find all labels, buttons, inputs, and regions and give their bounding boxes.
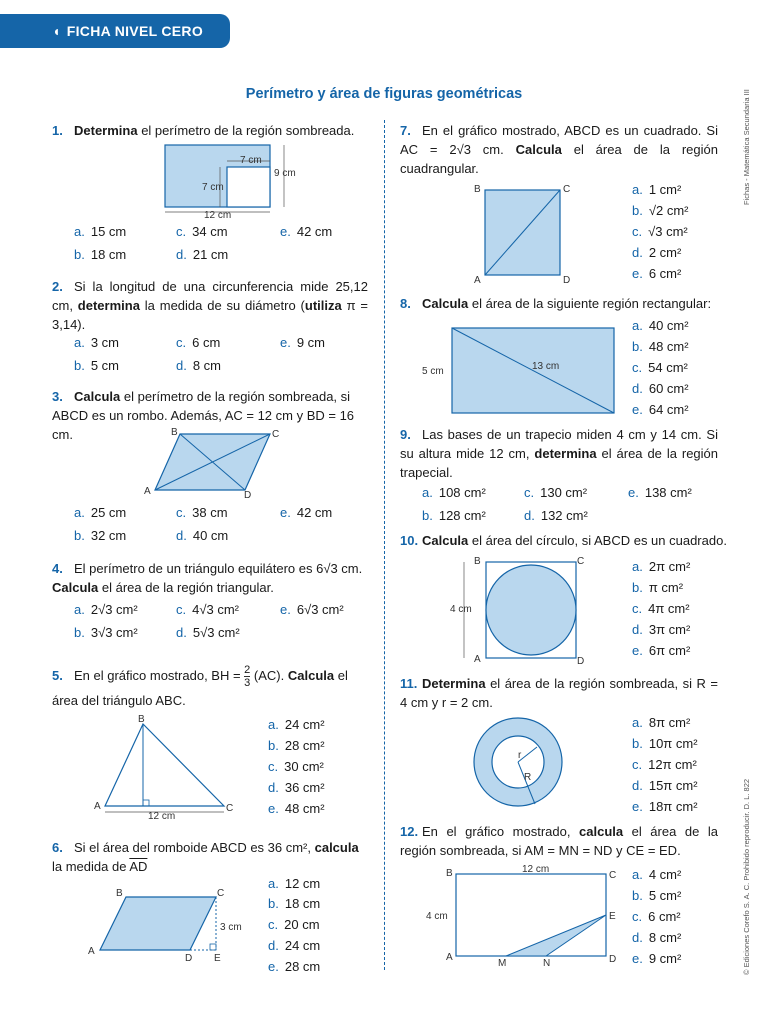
question-number: 10. bbox=[400, 533, 419, 548]
q7-option-e[interactable] bbox=[632, 266, 681, 281]
q12-label-left: 4 cm bbox=[426, 911, 448, 922]
option-letter: e. bbox=[280, 224, 291, 239]
question-5 bbox=[52, 664, 370, 713]
option-text: 2√3 cm² bbox=[90, 602, 138, 617]
q11-option-d[interactable] bbox=[632, 778, 698, 793]
option-letter: c. bbox=[176, 335, 187, 350]
q9-option-b[interactable] bbox=[422, 508, 486, 523]
option-text: 38 cm bbox=[192, 505, 228, 520]
question-number: 11. bbox=[400, 676, 418, 691]
question-8 bbox=[400, 294, 730, 313]
q10-option-a[interactable] bbox=[632, 559, 690, 574]
q9-option-a[interactable] bbox=[422, 485, 486, 500]
option-text: 15π cm² bbox=[648, 778, 698, 793]
q12-label-n: N bbox=[543, 958, 551, 969]
option-letter: b. bbox=[422, 508, 433, 523]
option-text: 2 cm² bbox=[648, 245, 682, 260]
q-verb: Calcula bbox=[52, 580, 99, 595]
option-text: 30 cm² bbox=[284, 759, 324, 774]
q3-label-b: B bbox=[171, 427, 178, 438]
option-letter: c. bbox=[632, 757, 643, 772]
q7-label-d: D bbox=[563, 275, 571, 286]
q5-figure bbox=[92, 712, 242, 827]
q10-label-c: C bbox=[577, 556, 585, 567]
option-letter: b. bbox=[74, 247, 85, 262]
q10-label-a: A bbox=[474, 654, 481, 665]
option-letter: b. bbox=[74, 358, 85, 373]
option-letter: d. bbox=[176, 247, 187, 262]
option-letter: e. bbox=[280, 602, 291, 617]
q-verb: Calcula bbox=[287, 668, 335, 683]
q8-option-d[interactable] bbox=[632, 381, 689, 396]
option-letter: d. bbox=[176, 358, 187, 373]
q-text: Si el área del romboide ABCD es 36 cm², bbox=[74, 840, 315, 855]
q3-label-c: C bbox=[272, 429, 280, 440]
q1-label-bottom: 12 cm bbox=[204, 210, 232, 221]
option-text: 36 cm² bbox=[284, 780, 325, 795]
option-text: √3 cm² bbox=[648, 224, 688, 239]
option-text: 28 cm bbox=[284, 959, 321, 974]
q12-figure bbox=[424, 862, 624, 967]
option-text: √2 cm² bbox=[648, 203, 689, 218]
option-letter: d. bbox=[176, 528, 187, 543]
q4-option-a[interactable] bbox=[74, 602, 138, 617]
option-text: 3√3 cm² bbox=[90, 625, 138, 640]
q-text: En el gráfico mostrado, BH = bbox=[74, 668, 245, 683]
option-letter: c. bbox=[176, 602, 187, 617]
option-letter: e. bbox=[280, 335, 291, 350]
option-text: 48 cm² bbox=[648, 339, 689, 354]
q11-option-c[interactable] bbox=[632, 757, 697, 772]
option-text: 18 cm bbox=[284, 896, 321, 911]
option-letter: c. bbox=[176, 505, 187, 520]
q-verb: Determina bbox=[74, 123, 138, 138]
q6-option-c[interactable] bbox=[268, 917, 320, 932]
q2-option-b[interactable] bbox=[74, 358, 119, 373]
q10-option-b[interactable] bbox=[632, 580, 683, 595]
q10-option-d[interactable] bbox=[632, 622, 690, 637]
option-text: 18 cm bbox=[90, 247, 127, 262]
q-verb: calcula bbox=[579, 824, 624, 839]
q-text: el área de la región trapecial. bbox=[400, 446, 718, 480]
question-2 bbox=[52, 277, 368, 334]
q2-option-d[interactable] bbox=[176, 358, 221, 373]
q8-figure bbox=[420, 325, 620, 417]
option-text: 24 cm bbox=[284, 938, 321, 953]
q10-option-c[interactable] bbox=[632, 601, 690, 616]
option-letter: d. bbox=[268, 938, 279, 953]
question-number: 4. bbox=[52, 561, 63, 576]
option-text: 10π cm² bbox=[648, 736, 698, 751]
option-text: 6π cm² bbox=[648, 643, 691, 658]
q4-option-d[interactable] bbox=[176, 625, 240, 640]
option-letter: b. bbox=[268, 738, 279, 753]
option-text: 40 cm² bbox=[648, 318, 689, 333]
q7-label-b: B bbox=[474, 184, 481, 195]
option-letter: e. bbox=[632, 951, 643, 966]
q5-label-a: A bbox=[94, 801, 101, 812]
q4-option-b[interactable] bbox=[74, 625, 138, 640]
q3-option-a[interactable] bbox=[74, 505, 126, 520]
option-letter: c. bbox=[632, 601, 643, 616]
q7-option-a[interactable] bbox=[632, 182, 681, 197]
option-letter: e. bbox=[280, 505, 291, 520]
option-letter: b. bbox=[632, 736, 643, 751]
q3-label-a: A bbox=[144, 486, 151, 497]
option-letter: e. bbox=[268, 959, 279, 974]
q5-option-a[interactable] bbox=[268, 717, 325, 732]
q1-option-a[interactable] bbox=[74, 224, 126, 239]
q-text: el área de la región sombreada, si AM = MN = ND y CE = ED. bbox=[400, 824, 718, 858]
q12-label-c: C bbox=[609, 870, 617, 881]
q6-option-b[interactable] bbox=[268, 896, 320, 911]
option-letter: a. bbox=[268, 876, 279, 891]
option-text: 3 cm bbox=[90, 335, 120, 350]
option-letter: c. bbox=[176, 224, 187, 239]
option-text: 2π cm² bbox=[648, 559, 691, 574]
option-text: 4 cm² bbox=[648, 867, 682, 882]
option-text: 6√3 cm² bbox=[296, 602, 344, 617]
option-text: 5 cm bbox=[90, 358, 120, 373]
q11-figure bbox=[466, 714, 576, 814]
option-letter: b. bbox=[74, 625, 85, 640]
option-text: 25 cm bbox=[90, 505, 127, 520]
question-number: 5. bbox=[52, 668, 63, 683]
question-number: 3. bbox=[52, 389, 63, 404]
segment-label: $\overline{AD}$ bbox=[129, 859, 148, 874]
option-text: 20 cm bbox=[284, 917, 320, 932]
page-title: Perímetro y área de figuras geométricas bbox=[245, 86, 523, 102]
q1-label-right: 9 cm bbox=[274, 168, 296, 179]
q12-option-b[interactable] bbox=[632, 888, 681, 903]
option-text: 32 cm bbox=[90, 528, 127, 543]
q7-label-c: C bbox=[563, 184, 571, 195]
option-letter: b. bbox=[632, 203, 643, 218]
q-text: Las bases de un trapecio miden 4 cm y 14 cm. Si su altura mide 12 cm, bbox=[400, 427, 718, 461]
option-letter: d. bbox=[632, 245, 643, 260]
q6-option-d[interactable] bbox=[268, 938, 320, 953]
q12-option-d[interactable] bbox=[632, 930, 681, 945]
q3-option-c[interactable] bbox=[176, 505, 228, 520]
q-verb: Calcula bbox=[515, 142, 562, 157]
option-text: 40 cm bbox=[192, 528, 229, 543]
option-letter: a. bbox=[632, 715, 643, 730]
option-letter: d. bbox=[632, 622, 643, 637]
question-6 bbox=[52, 838, 372, 876]
q-text: el área de la región sombreada, si R = 4 cm y r = 2 cm. bbox=[400, 676, 718, 710]
q11-option-e[interactable] bbox=[632, 799, 698, 814]
q-verb: utiliza bbox=[304, 298, 342, 313]
option-letter: e. bbox=[632, 799, 643, 814]
option-letter: e. bbox=[628, 485, 639, 500]
q-text: (AC). bbox=[250, 668, 288, 683]
option-letter: c. bbox=[632, 909, 643, 924]
q12-label-b: B bbox=[446, 868, 453, 879]
option-text: 8 cm bbox=[192, 358, 222, 373]
q10-label-b: B bbox=[474, 556, 481, 567]
q6-option-e[interactable] bbox=[268, 959, 320, 974]
q12-label-a: A bbox=[446, 952, 453, 963]
q12-option-c[interactable] bbox=[632, 909, 681, 924]
q-verb: Calcula bbox=[422, 533, 469, 548]
option-text: 64 cm² bbox=[648, 402, 689, 417]
q10-label-side: 4 cm bbox=[450, 604, 472, 615]
option-letter: b. bbox=[632, 580, 643, 595]
option-text: 5√3 cm² bbox=[192, 625, 240, 640]
q6-figure bbox=[88, 884, 258, 964]
option-text: 9 cm² bbox=[648, 951, 682, 966]
header-mark-icon: ◖ bbox=[52, 23, 61, 39]
q8-option-e[interactable] bbox=[632, 402, 689, 417]
q-text: En el gráfico mostrado, ABCD es un cuadrado. Si AC = 2√3 cm. bbox=[400, 123, 718, 157]
question-number: 12. bbox=[400, 824, 419, 839]
option-text: 1 cm² bbox=[648, 182, 682, 197]
option-text: 128 cm² bbox=[438, 508, 486, 523]
q11-option-b[interactable] bbox=[632, 736, 698, 751]
option-letter: a. bbox=[632, 182, 643, 197]
q-text: Si la longitud de una circunferencia mide 25,12 cm, bbox=[52, 279, 368, 313]
option-letter: a. bbox=[632, 559, 643, 574]
option-text: 12 cm bbox=[284, 876, 321, 891]
question-7 bbox=[400, 121, 718, 178]
q8-option-c[interactable] bbox=[632, 360, 688, 375]
side-note-top: Fichas - Matemática Secundaria III bbox=[742, 89, 751, 205]
q-text: el área de la región triangular. bbox=[98, 580, 274, 595]
option-text: 42 cm bbox=[296, 505, 333, 520]
option-letter: a. bbox=[422, 485, 433, 500]
option-text: 48 cm² bbox=[284, 801, 325, 816]
question-4 bbox=[52, 559, 372, 597]
column-divider bbox=[384, 120, 385, 970]
q1-option-e[interactable] bbox=[280, 224, 332, 239]
q12-option-e[interactable] bbox=[632, 951, 681, 966]
header-label: FICHA NIVEL CERO bbox=[66, 23, 204, 39]
option-text: 8 cm² bbox=[648, 930, 682, 945]
option-letter: d. bbox=[632, 381, 643, 396]
q11-option-a[interactable] bbox=[632, 715, 690, 730]
q5-option-c[interactable] bbox=[268, 759, 324, 774]
side-note-bottom: © Ediciones Corefo S. A. C. Prohibido reproducir. D. L. 822 bbox=[742, 778, 751, 975]
q4-option-e[interactable] bbox=[280, 602, 344, 617]
q2-option-c[interactable] bbox=[176, 335, 220, 350]
q-text: el perímetro de la región sombreada, si ABCD es un rombo. Además, AC = 12 cm y BD = 16 cm. bbox=[52, 389, 355, 442]
q5-option-d[interactable] bbox=[268, 780, 325, 795]
option-letter: a. bbox=[632, 318, 643, 333]
q-text: el área del triángulo ABC. bbox=[52, 668, 348, 709]
q7-label-a: A bbox=[474, 275, 481, 286]
q7-option-b[interactable] bbox=[632, 203, 688, 218]
q10-option-e[interactable] bbox=[632, 643, 690, 658]
option-text: 28 cm² bbox=[284, 738, 325, 753]
q5-label-b: B bbox=[138, 714, 145, 725]
option-text: 42 cm bbox=[296, 224, 333, 239]
option-letter: c. bbox=[268, 917, 279, 932]
option-letter: d. bbox=[176, 625, 187, 640]
question-9 bbox=[400, 425, 718, 482]
q-text: el área de la siguiente región rectangular: bbox=[468, 296, 712, 311]
q10-figure bbox=[448, 556, 598, 666]
option-text: 6 cm bbox=[192, 335, 221, 350]
q11-label-R: R bbox=[524, 772, 532, 783]
q4-option-c[interactable] bbox=[176, 602, 239, 617]
option-letter: b. bbox=[74, 528, 85, 543]
q6-label-d: D bbox=[185, 953, 193, 964]
q5-option-b[interactable] bbox=[268, 738, 325, 753]
q5-label-length: 12 cm bbox=[148, 811, 176, 822]
q10-label-d: D bbox=[577, 656, 585, 667]
option-letter: e. bbox=[268, 801, 279, 816]
option-text: 132 cm² bbox=[540, 508, 588, 523]
option-text: 8π cm² bbox=[648, 715, 691, 730]
q12-option-a[interactable] bbox=[632, 867, 681, 882]
option-letter: a. bbox=[268, 717, 279, 732]
q-text: el perímetro de la región sombreada. bbox=[137, 123, 355, 138]
option-text: 6 cm² bbox=[648, 909, 681, 924]
q1-label-inner: 7 cm bbox=[202, 182, 224, 193]
q12-label-e: E bbox=[609, 911, 616, 922]
question-10 bbox=[400, 531, 730, 550]
question-12 bbox=[400, 822, 718, 860]
q8-label-diagonal: 13 cm bbox=[532, 361, 560, 372]
q-text: el área de la región cuadrangular. bbox=[400, 142, 718, 176]
q-text: la medida de su diámetro ( bbox=[139, 298, 305, 313]
q8-label-side: 5 cm bbox=[422, 366, 444, 377]
header-tab bbox=[0, 14, 230, 48]
q5-option-e[interactable] bbox=[268, 801, 325, 816]
q-verb: Calcula bbox=[74, 389, 121, 404]
option-letter: e. bbox=[632, 402, 643, 417]
q9-option-d[interactable] bbox=[524, 508, 588, 523]
q9-option-e[interactable] bbox=[628, 485, 692, 500]
q7-figure bbox=[472, 180, 582, 285]
q1-label-top: 7 cm bbox=[240, 155, 262, 166]
q9-option-c[interactable] bbox=[524, 485, 587, 500]
option-text: 54 cm² bbox=[648, 360, 688, 375]
q7-option-c[interactable] bbox=[632, 224, 688, 239]
option-text: 5 cm² bbox=[648, 888, 682, 903]
option-letter: a. bbox=[74, 335, 85, 350]
q2-option-a[interactable] bbox=[74, 335, 119, 350]
q-text: la medida de bbox=[52, 859, 130, 874]
q6-label-a: A bbox=[88, 946, 95, 957]
option-text: 130 cm² bbox=[540, 485, 588, 500]
question-number: 1. bbox=[52, 123, 63, 138]
q-verb: determina bbox=[77, 298, 140, 313]
option-letter: d. bbox=[524, 508, 535, 523]
option-text: 12π cm² bbox=[648, 757, 697, 772]
question-number: 2. bbox=[52, 279, 63, 294]
q8-option-a[interactable] bbox=[632, 318, 689, 333]
option-letter: e. bbox=[632, 643, 643, 658]
option-text: 138 cm² bbox=[644, 485, 692, 500]
option-text: 24 cm² bbox=[284, 717, 325, 732]
question-number: 9. bbox=[400, 427, 411, 442]
option-letter: d. bbox=[632, 930, 643, 945]
q5-label-c: C bbox=[226, 803, 234, 814]
option-letter: b. bbox=[632, 339, 643, 354]
option-text: 18π cm² bbox=[648, 799, 698, 814]
option-letter: c. bbox=[524, 485, 535, 500]
option-text: 6 cm² bbox=[648, 266, 682, 281]
option-letter: a. bbox=[74, 602, 85, 617]
option-letter: e. bbox=[632, 266, 643, 281]
q-verb: determina bbox=[534, 446, 597, 461]
q1-option-d[interactable] bbox=[176, 247, 228, 262]
option-text: 9 cm bbox=[296, 335, 326, 350]
q12-label-d: D bbox=[609, 954, 617, 965]
option-text: π cm² bbox=[648, 580, 684, 595]
option-text: 60 cm² bbox=[648, 381, 689, 396]
q1-option-c[interactable] bbox=[176, 224, 228, 239]
option-text: 3π cm² bbox=[648, 622, 691, 637]
option-text: 4π cm² bbox=[648, 601, 690, 616]
option-letter: a. bbox=[74, 224, 85, 239]
q-verb: Calcula bbox=[422, 296, 469, 311]
question-number: 8. bbox=[400, 296, 411, 311]
option-letter: c. bbox=[632, 224, 643, 239]
question-1 bbox=[52, 121, 372, 140]
q6-option-a[interactable] bbox=[268, 876, 320, 891]
option-letter: c. bbox=[268, 759, 279, 774]
option-letter: d. bbox=[268, 780, 279, 795]
q7-option-d[interactable] bbox=[632, 245, 681, 260]
q-text: el área del círculo, si ABCD es un cuadrado. bbox=[468, 533, 727, 548]
option-letter: b. bbox=[632, 888, 643, 903]
q6-label-b: B bbox=[116, 888, 123, 899]
option-text: 34 cm bbox=[192, 224, 228, 239]
option-text: 4√3 cm² bbox=[192, 602, 239, 617]
q3-option-d[interactable] bbox=[176, 528, 228, 543]
q3-option-b[interactable] bbox=[74, 528, 126, 543]
q6-label-c: C bbox=[217, 888, 225, 899]
question-11 bbox=[400, 674, 718, 712]
q12-label-m: M bbox=[498, 958, 507, 969]
fraction-numerator: 2 bbox=[244, 664, 251, 677]
fraction-denominator: 3 bbox=[244, 677, 251, 690]
q1-option-b[interactable] bbox=[74, 247, 126, 262]
option-letter: d. bbox=[632, 778, 643, 793]
q11-label-r: r bbox=[518, 750, 522, 761]
option-letter: c. bbox=[632, 360, 643, 375]
q-text: El perímetro de un triángulo equilátero es 6√3 cm. bbox=[74, 561, 363, 576]
q6-label-height: 3 cm bbox=[220, 922, 242, 933]
q-text: En el gráfico mostrado, bbox=[422, 824, 580, 839]
q-verb: calcula bbox=[314, 840, 359, 855]
question-number: 7. bbox=[400, 123, 411, 138]
question-number: 6. bbox=[52, 840, 63, 855]
option-text: 15 cm bbox=[90, 224, 127, 239]
q3-figure bbox=[140, 426, 290, 501]
q-verb: Determina bbox=[422, 676, 486, 691]
option-letter: a. bbox=[74, 505, 85, 520]
option-text: 108 cm² bbox=[438, 485, 486, 500]
q12-label-top: 12 cm bbox=[522, 864, 550, 875]
q1-figure bbox=[160, 142, 310, 222]
q6-label-e: E bbox=[214, 953, 221, 964]
option-letter: a. bbox=[632, 867, 643, 882]
q3-option-e[interactable] bbox=[280, 505, 332, 520]
q3-label-d: D bbox=[244, 490, 252, 501]
option-letter: b. bbox=[268, 896, 279, 911]
q2-option-e[interactable] bbox=[280, 335, 325, 350]
q-text: π = 3,14). bbox=[52, 298, 368, 332]
option-text: 21 cm bbox=[192, 247, 229, 262]
q8-option-b[interactable] bbox=[632, 339, 689, 354]
